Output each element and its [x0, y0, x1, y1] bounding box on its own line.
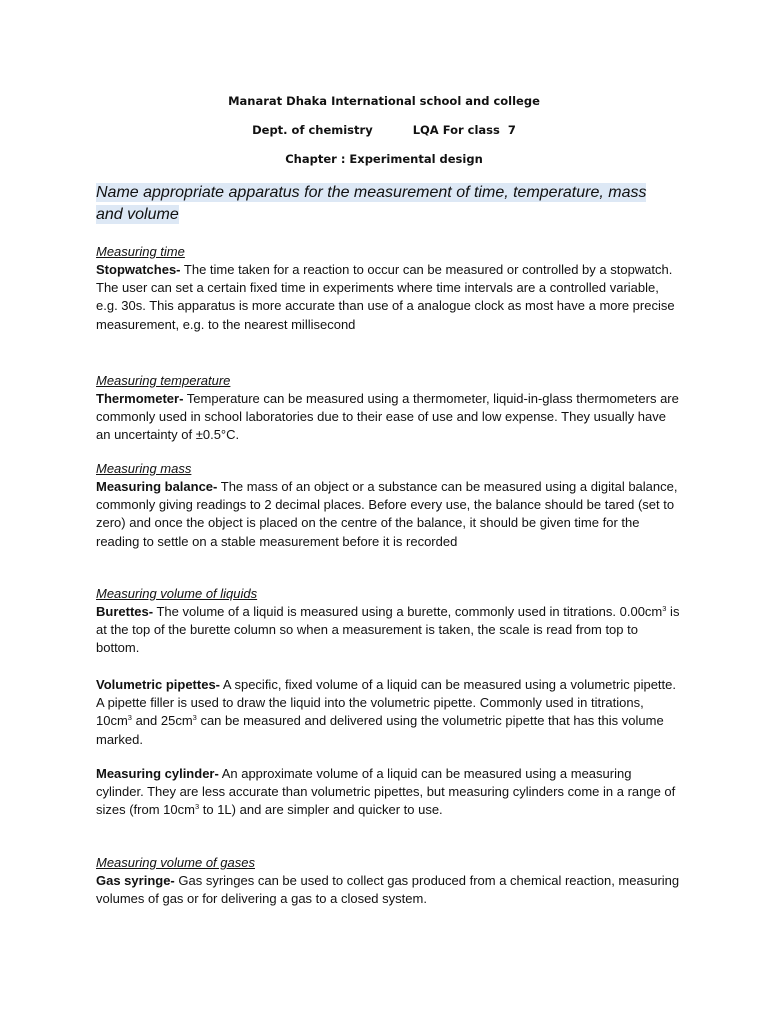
section-heading: Measuring time: [96, 244, 185, 259]
apparatus-term: Stopwatches-: [96, 262, 181, 277]
section-body: [96, 872, 681, 908]
section-body: [96, 261, 681, 334]
apparatus-term: Measuring cylinder-: [96, 766, 219, 781]
section-body: [96, 390, 681, 445]
section-measuring-mass: [96, 460, 681, 551]
superscript: 3: [194, 802, 200, 812]
apparatus-description: Temperature can be measured using a thermometer, liquid-in-glass thermometers are commonly used in school laboratories due to their ease of use and low expense. They usually have an uncertainty of ±0.5°C.: [96, 391, 679, 443]
apparatus-term: Volumetric pipettes-: [96, 677, 221, 692]
apparatus-term: Burettes-: [96, 604, 154, 619]
section-measuring-volume-liquids: [96, 585, 681, 658]
superscript: 3: [127, 713, 132, 723]
question-heading: [96, 182, 676, 226]
department-line: [0, 123, 768, 137]
section-measuring-cylinder: [96, 765, 681, 820]
apparatus-description: The time taken for a reaction to occur can be measured or controlled by a stopwatch. The user can set a certain fixed time in experiments where time intervals are a controlled variable, e.g. 30s. This apparatus is more accurate than use of a analogue clock as most have a more precise measurement, e.g. to the nearest millisecond: [96, 262, 675, 332]
superscript: 3: [192, 713, 197, 723]
apparatus-description: A specific, fixed volume of a liquid can be measured using a volumetric pipette. A pipette filler is used to draw the liquid into the volumetric pipette. Commonly used in titrations, 10cm: [96, 677, 676, 729]
section-body: [96, 676, 681, 749]
lqa-class: LQA For class 7: [412, 123, 516, 137]
apparatus-description-cont: and 25cm: [131, 713, 193, 729]
apparatus-description-cont: is at the top of the burette column so when a measurement is taken, the scale is read from top to bottom.: [96, 604, 680, 656]
apparatus-description-cont: to 1L) and are simpler and quicker to use.: [199, 802, 443, 818]
superscript: 3: [662, 604, 667, 613]
apparatus-description: Gas syringes can be used to collect gas produced from a chemical reaction, measuring volumes of gas or for delivering a gas to a closed system.: [96, 873, 680, 907]
section-heading: Measuring volume of liquids: [96, 586, 258, 601]
apparatus-description-end: can be measured and delivered using the volumetric pipette that has this volume marked.: [96, 713, 664, 747]
question-text: Name appropriate apparatus for the measurement of time, temperature, mass and volume: [96, 184, 647, 223]
section-body: [96, 478, 681, 551]
section-measuring-time: [96, 243, 681, 334]
apparatus-term: Measuring balance-: [96, 479, 218, 494]
section-volumetric-pipettes: [96, 676, 681, 749]
section-measuring-temperature: [96, 372, 681, 445]
section-measuring-volume-gases: [96, 854, 681, 908]
section-heading: Measuring volume of gases: [96, 855, 255, 870]
apparatus-description: The volume of a liquid is measured using a burette, commonly used in titrations. 0.00cm: [153, 604, 663, 619]
chapter-title: Chapter : Experimental design: [285, 152, 483, 166]
section-heading: Measuring temperature: [96, 373, 231, 388]
apparatus-description: An approximate volume of a liquid can be measured using a measuring cylinder. They are less accurate than volumetric pipettes, but measuring cylinders come in a range of sizes (from 10cm: [96, 766, 676, 818]
school-name: Manarat Dhaka International school and college: [228, 94, 540, 108]
section-heading: Measuring mass: [96, 461, 192, 476]
apparatus-term: Gas syringe-: [96, 873, 175, 888]
apparatus-term: Thermometer-: [96, 391, 184, 406]
section-body: [96, 765, 681, 820]
section-body: [96, 603, 681, 658]
department-name: Dept. of chemistry: [252, 123, 373, 137]
apparatus-description: The mass of an object or a substance can be measured using a digital balance, commonly giving readings to 2 decimal places. Before every use, the balance should be tared (set to zero) and once the object is placed on the centre of the balance, it should be given time for the reading to settle on a stable measurement before it is recorded: [96, 479, 678, 549]
